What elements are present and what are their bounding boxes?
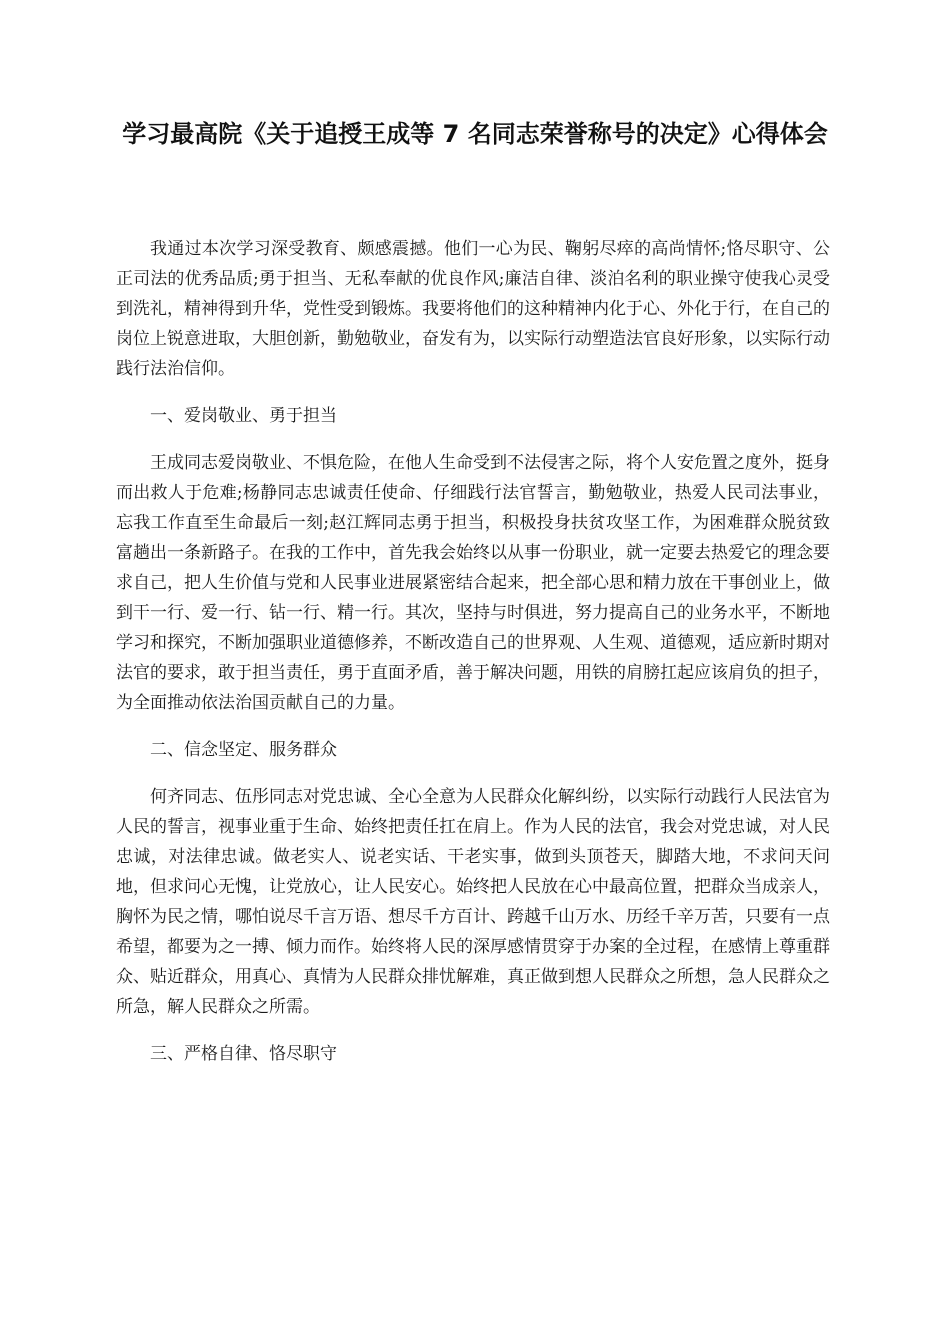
section-2-paragraph: 何齐同志、伍彤同志对党忠诚、全心全意为人民群众化解纠纷，以实际行动践行人民法官为人民的誓言，视事业重于生命、始终把责任扛在肩上。作为人民的法官，我会对党忠诚，对人民忠诚，对法律忠诚。做老实人、说老实话、干老实事，做到头顶苍天，脚踏大地，不求问天问地，但求问心无愧，让党放心，让人民安心。始终把人民放在心中最高位置，把群众当成亲人，胸怀为民之情，哪怕说尽千言万语、想尽千方百计、跨越千山万水、历经千辛万苦，只要有一点希望，都要为之一搏、倾力而作。始终将人民的深厚感情贯穿于办案的全过程，在感情上尊重群众、贴近群众，用真心、真情为人民群众排忧解难，真正做到想人民群众之所想，急人民群众之所急，解人民群众之所需。 — [116, 787, 830, 1017]
section-heading-1: 一、爱岗敬业、勇于担当 — [150, 406, 337, 426]
section-heading-3: 三、严格自律、恪尽职守 — [150, 1044, 337, 1064]
document-body — [116, 234, 830, 1086]
section-heading-2: 二、信念坚定、服务群众 — [150, 740, 337, 760]
section-1-paragraph: 王成同志爱岗敬业、不惧危险，在他人生命受到不法侵害之际，将个人安危置之度外，挺身而出救人于危难;杨静同志忠诚责任使命、仔细践行法官誓言，勤勉敬业，热爱人民司法事业，忘我工作直至生命最后一刻;赵江辉同志勇于担当，积极投身扶贫攻坚工作，为困难群众脱贫致富趟出一条新路子。在我的工作中，首先我会始终以从事一份职业，就一定要去热爱它的理念要求自己，把人生价值与党和人民事业进展紧密结合起来，把全部心思和精力放在干事创业上，做到干一行、爱一行、钻一行、精一行。其次，坚持与时俱进，努力提高自己的业务水平，不断地学习和探究，不断加强职业道德修养，不断改造自己的世界观、人生观、道德观，适应新时期对法官的要求，敢于担当责任，勇于直面矛盾，善于解决问题，用铁的肩膀扛起应该肩负的担子，为全面推动依法治国贡献自己的力量。 — [116, 453, 830, 713]
document-title: 学习最高院《关于追授王成等 7 名同志荣誉称号的决定》心得体会 — [122, 120, 828, 148]
intro-paragraph: 我通过本次学习深受教育、颇感震撼。他们一心为民、鞠躬尽瘁的高尚情怀;恪尽职守、公正司法的优秀品质;勇于担当、无私奉献的优良作风;廉洁自律、淡泊名利的职业操守使我心灵受到洗礼，精神得到升华，党性受到锻炼。我要将他们的这种精神内化于心、外化于行，在自己的岗位上锐意进取，大胆创新，勤勉敬业，奋发有为，以实际行动塑造法官良好形象，以实际行动践行法治信仰。 — [116, 239, 830, 379]
